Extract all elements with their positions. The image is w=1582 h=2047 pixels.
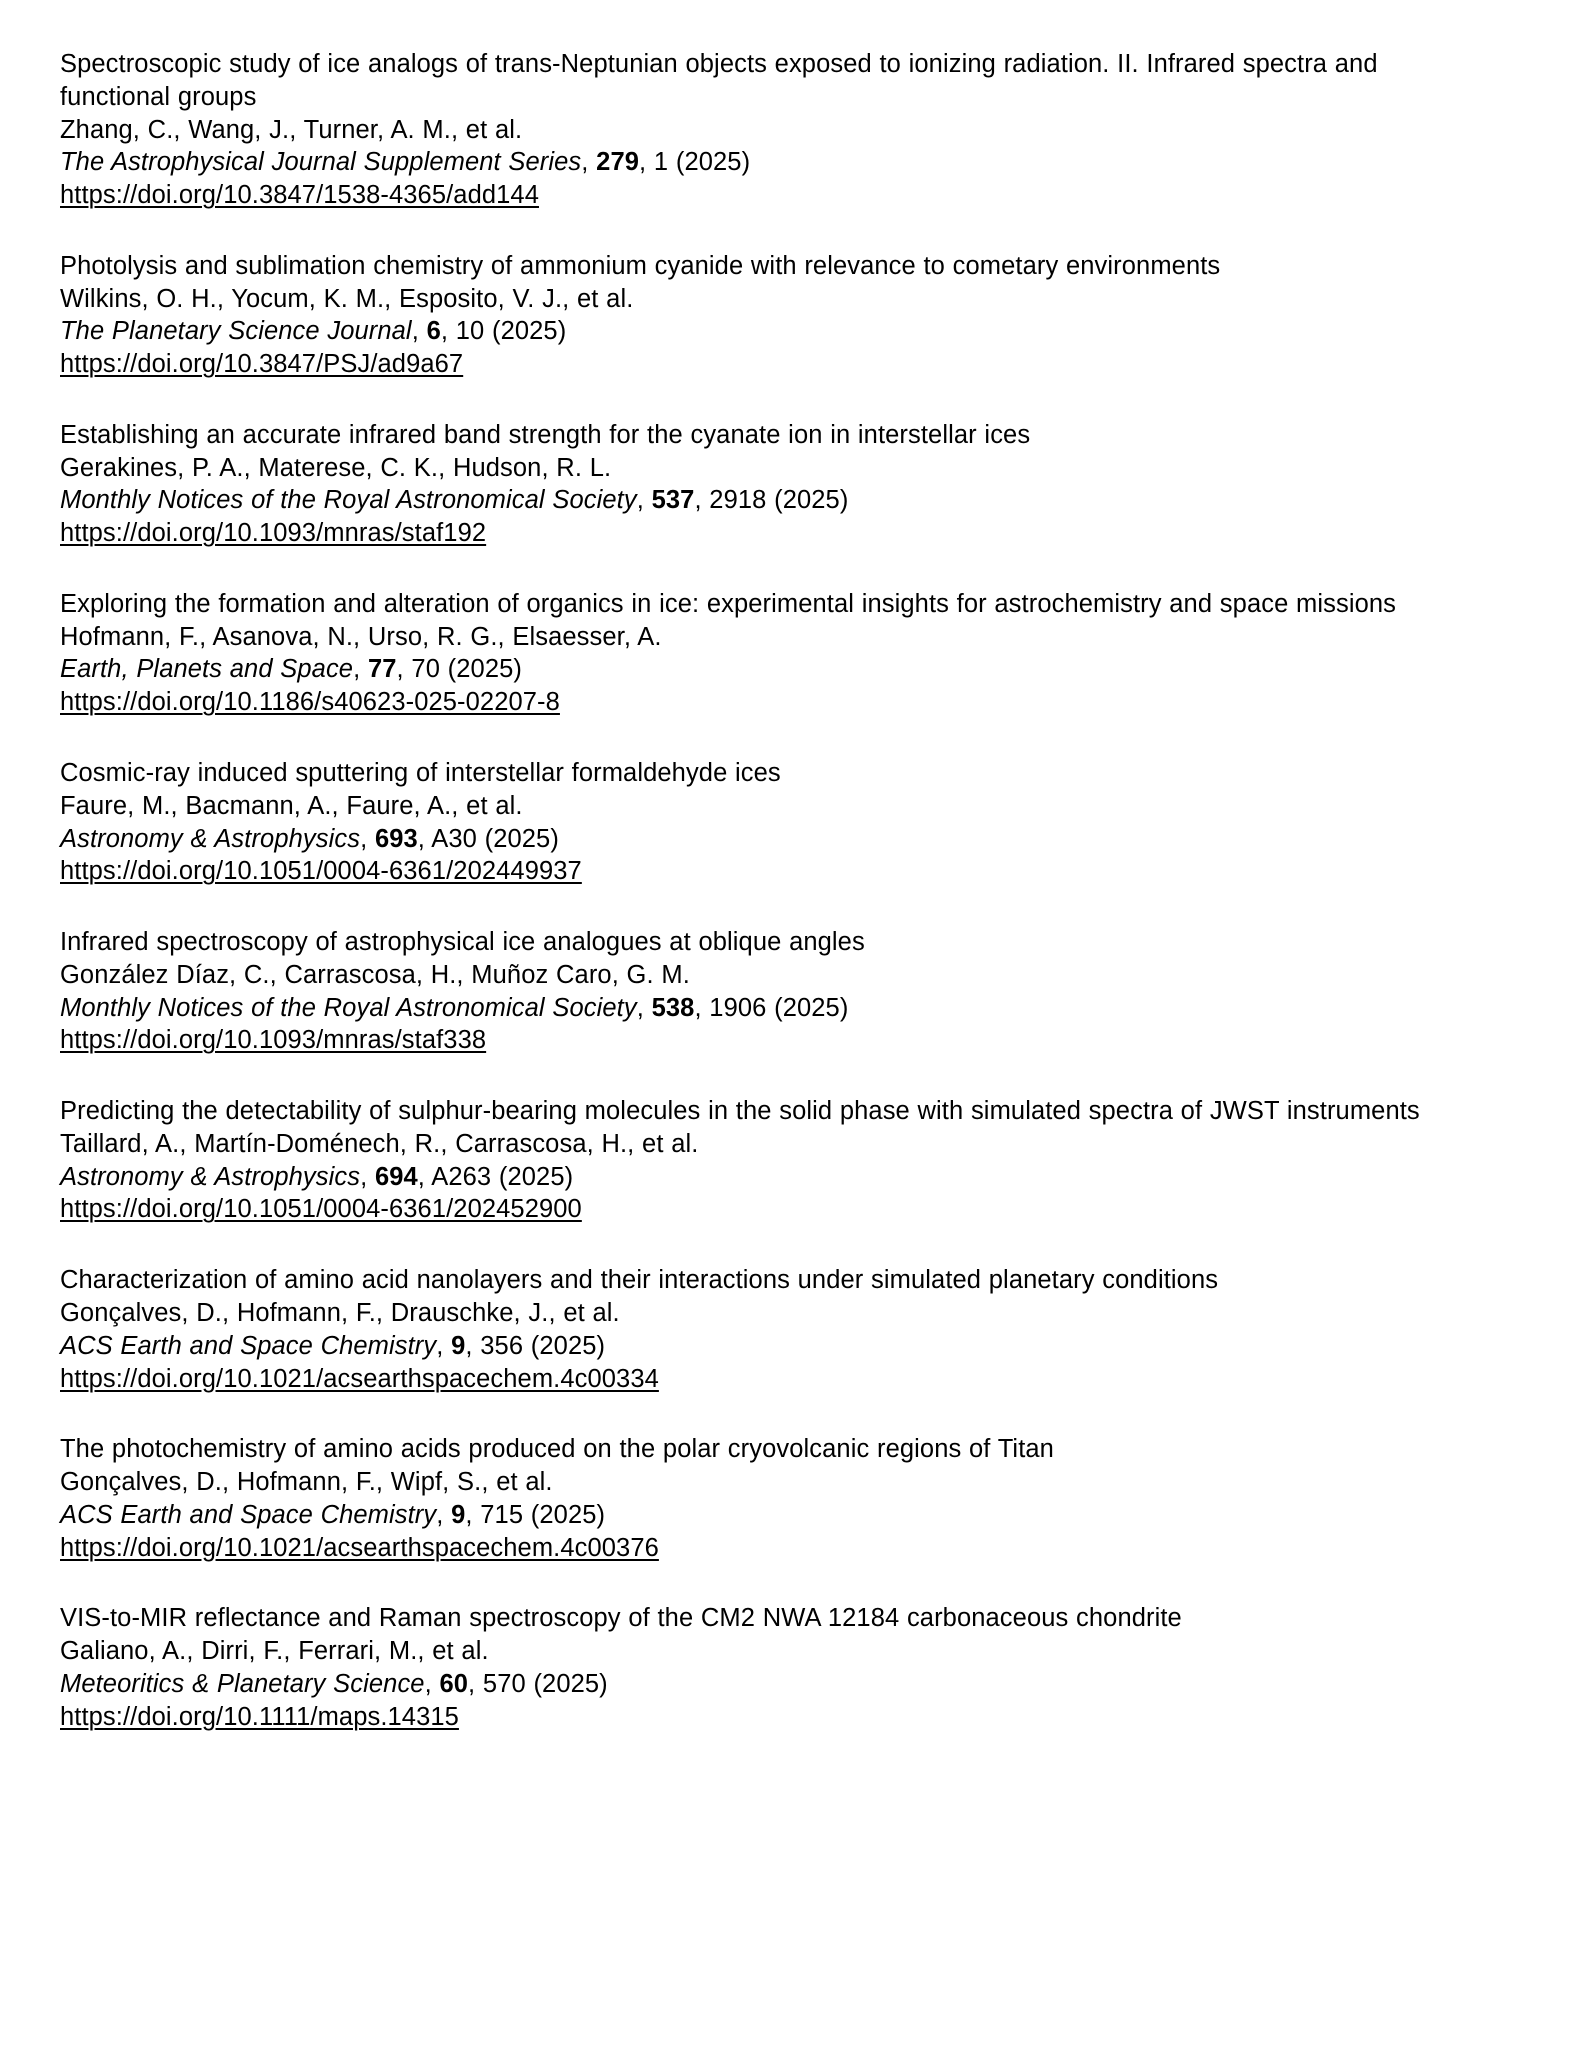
reference-issue-year: , 1906 (2025) bbox=[694, 993, 849, 1022]
reference-authors: Galiano, A., Dirri, F., Ferrari, M., et al. bbox=[60, 1637, 489, 1666]
reference-separator: , bbox=[424, 1669, 440, 1698]
reference-doi-link[interactable]: https://doi.org/10.1021/acsearthspacechem.4c00334 bbox=[60, 1364, 659, 1393]
reference-journal: Meteoritics & Planetary Science bbox=[60, 1669, 425, 1698]
reference-issue-year: , 2918 (2025) bbox=[694, 486, 849, 515]
reference-entry bbox=[60, 1433, 1522, 1564]
reference-separator: , bbox=[436, 1500, 452, 1529]
reference-title: The photochemistry of amino acids produced on the polar cryovolcanic regions of Titan bbox=[60, 1435, 1054, 1464]
reference-entry bbox=[60, 757, 1522, 888]
reference-volume: 279 bbox=[596, 148, 640, 177]
reference-volume: 60 bbox=[439, 1669, 469, 1698]
reference-volume: 537 bbox=[651, 486, 695, 515]
reference-doi-link[interactable]: https://doi.org/10.1093/mnras/staf338 bbox=[60, 1026, 487, 1055]
reference-title: VIS-to-MIR reflectance and Raman spectroscopy of the CM2 NWA 12184 carbonaceous chondrite bbox=[60, 1604, 1182, 1633]
reference-entry bbox=[60, 1095, 1522, 1226]
reference-authors: Zhang, C., Wang, J., Turner, A. M., et al. bbox=[60, 115, 523, 144]
reference-journal: Monthly Notices of the Royal Astronomical Society bbox=[60, 993, 637, 1022]
reference-source bbox=[60, 653, 1522, 686]
reference-source bbox=[60, 146, 1522, 179]
reference-journal: The Planetary Science Journal bbox=[60, 317, 412, 346]
reference-doi-link[interactable]: https://doi.org/10.1051/0004-6361/202452900 bbox=[60, 1195, 582, 1224]
reference-issue-year: , 570 (2025) bbox=[468, 1669, 608, 1698]
reference-doi-link[interactable]: https://doi.org/10.1186/s40623-025-02207-8 bbox=[60, 688, 560, 717]
reference-source bbox=[60, 1499, 1522, 1532]
reference-title: Photolysis and sublimation chemistry of ammonium cyanide with relevance to cometary environments bbox=[60, 251, 1221, 280]
reference-journal: The Astrophysical Journal Supplement Series bbox=[60, 148, 582, 177]
reference-journal: ACS Earth and Space Chemistry bbox=[60, 1500, 437, 1529]
reference-separator: , bbox=[353, 655, 368, 684]
reference-entry bbox=[60, 250, 1522, 381]
reference-separator: , bbox=[360, 1162, 375, 1191]
reference-doi-link[interactable]: https://doi.org/10.3847/1538-4365/add144 bbox=[60, 181, 539, 210]
reference-doi-link[interactable]: https://doi.org/10.3847/PSJ/ad9a67 bbox=[60, 350, 464, 379]
reference-separator: , bbox=[411, 317, 427, 346]
reference-issue-year: , 715 (2025) bbox=[465, 1500, 606, 1529]
reference-source bbox=[60, 823, 1522, 856]
reference-title: Cosmic-ray induced sputtering of interstellar formaldehyde ices bbox=[60, 759, 781, 788]
reference-volume: 694 bbox=[374, 1162, 418, 1191]
reference-title: Predicting the detectability of sulphur-bearing molecules in the solid phase with simulated spectra of JWST instruments bbox=[60, 1097, 1420, 1126]
reference-entry bbox=[60, 48, 1522, 212]
reference-entry bbox=[60, 419, 1522, 550]
reference-entry bbox=[60, 926, 1522, 1057]
reference-volume: 9 bbox=[451, 1331, 466, 1360]
reference-issue-year: , 10 (2025) bbox=[440, 317, 567, 346]
reference-entry bbox=[60, 1264, 1522, 1395]
reference-authors: Gonçalves, D., Hofmann, F., Drauschke, J., et al. bbox=[60, 1298, 620, 1327]
reference-authors: Gonçalves, D., Hofmann, F., Wipf, S., et al. bbox=[60, 1468, 553, 1497]
reference-volume: 9 bbox=[451, 1500, 466, 1529]
reference-title: Infrared spectroscopy of astrophysical ice analogues at oblique angles bbox=[60, 928, 865, 957]
reference-issue-year: , A30 (2025) bbox=[417, 824, 559, 853]
reference-separator: , bbox=[581, 148, 597, 177]
reference-separator: , bbox=[360, 824, 375, 853]
reference-authors: González Díaz, C., Carrascosa, H., Muñoz Caro, G. M. bbox=[60, 960, 690, 989]
reference-title: Characterization of amino acid nanolayers and their interactions under simulated planetary conditions bbox=[60, 1266, 1219, 1295]
reference-doi-link[interactable]: https://doi.org/10.1111/maps.14315 bbox=[60, 1702, 459, 1731]
reference-authors: Wilkins, O. H., Yocum, K. M., Esposito, V. J., et al. bbox=[60, 284, 634, 313]
reference-separator: , bbox=[636, 993, 652, 1022]
reference-separator: , bbox=[636, 486, 652, 515]
reference-doi-link[interactable]: https://doi.org/10.1021/acsearthspacechem.4c00376 bbox=[60, 1533, 659, 1562]
reference-volume: 77 bbox=[367, 655, 397, 684]
reference-authors: Hofmann, F., Asanova, N., Urso, R. G., Elsaesser, A. bbox=[60, 622, 662, 651]
reference-doi-link[interactable]: https://doi.org/10.1051/0004-6361/202449937 bbox=[60, 857, 582, 886]
reference-journal: Monthly Notices of the Royal Astronomical Society bbox=[60, 486, 637, 515]
reference-volume: 538 bbox=[651, 993, 695, 1022]
reference-entry bbox=[60, 1602, 1522, 1733]
reference-source bbox=[60, 1161, 1522, 1194]
reference-authors: Faure, M., Bacmann, A., Faure, A., et al. bbox=[60, 791, 523, 820]
reference-source bbox=[60, 992, 1522, 1025]
reference-journal: Astronomy & Astrophysics bbox=[60, 824, 361, 853]
reference-authors: Gerakines, P. A., Materese, C. K., Hudson, R. L. bbox=[60, 453, 612, 482]
reference-issue-year: , 356 (2025) bbox=[465, 1331, 606, 1360]
reference-list bbox=[60, 48, 1522, 1733]
reference-title: Spectroscopic study of ice analogs of trans-Neptunian objects exposed to ionizing radiation. II. Infrared spectra and functional groups bbox=[60, 50, 1378, 111]
reference-separator: , bbox=[436, 1331, 452, 1360]
reference-issue-year: , A263 (2025) bbox=[417, 1162, 574, 1191]
reference-source bbox=[60, 315, 1522, 348]
reference-journal: ACS Earth and Space Chemistry bbox=[60, 1331, 437, 1360]
reference-entry bbox=[60, 588, 1522, 719]
reference-title: Establishing an accurate infrared band strength for the cyanate ion in interstellar ices bbox=[60, 420, 1031, 449]
reference-authors: Taillard, A., Martín-Doménech, R., Carrascosa, H., et al. bbox=[60, 1129, 699, 1158]
reference-source bbox=[60, 1668, 1522, 1701]
reference-volume: 6 bbox=[426, 317, 441, 346]
reference-journal: Earth, Planets and Space bbox=[60, 655, 354, 684]
reference-source bbox=[60, 1330, 1522, 1363]
reference-doi-link[interactable]: https://doi.org/10.1093/mnras/staf192 bbox=[60, 519, 487, 548]
reference-volume: 693 bbox=[374, 824, 418, 853]
reference-source bbox=[60, 484, 1522, 517]
reference-issue-year: , 1 (2025) bbox=[639, 148, 751, 177]
reference-title: Exploring the formation and alteration of organics in ice: experimental insights for astrochemistry and space missions bbox=[60, 589, 1397, 618]
reference-journal: Astronomy & Astrophysics bbox=[60, 1162, 361, 1191]
reference-issue-year: , 70 (2025) bbox=[396, 655, 522, 684]
